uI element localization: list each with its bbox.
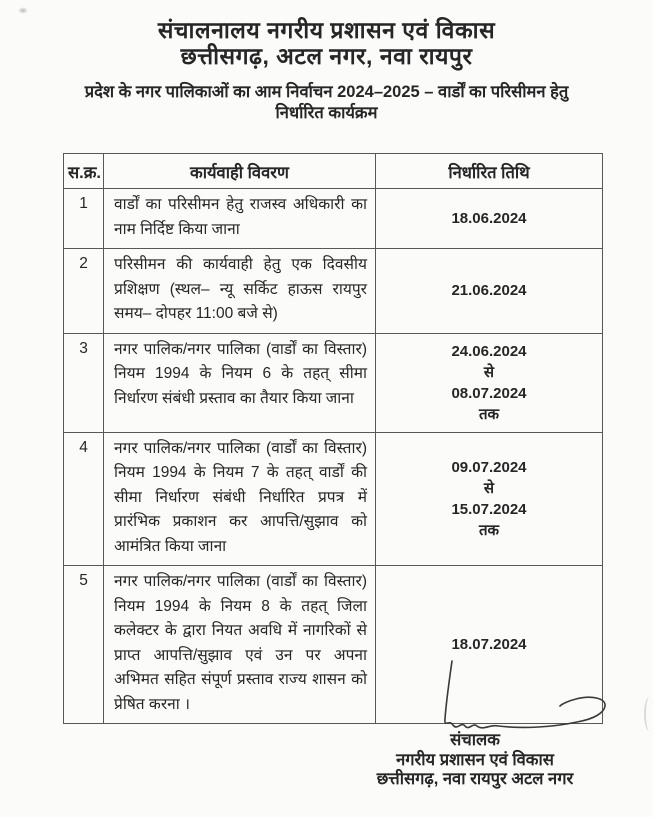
scan-artifact: [18, 7, 28, 14]
row-serial-number: 4: [64, 432, 104, 566]
org-title-line1: संचालनालय नगरीय प्रशासन एवं विकास: [157, 17, 496, 43]
row-serial-number: 1: [64, 189, 104, 249]
table-row: [64, 333, 603, 432]
subtitle-line1: प्रदेश के नगर पालिकाओं का आम निर्वाचन 2024–2025 – वार्डों का परिसीमन हेतु: [84, 83, 569, 101]
row-serial-number: 2: [64, 249, 104, 334]
org-title-line2: छत्तीसगढ़, अटल नगर, नवा रायपुर: [180, 43, 473, 69]
column-header-details: कार्यवाही विवरण: [104, 154, 376, 189]
table-row: [64, 249, 603, 334]
scan-artifact: [644, 697, 653, 731]
schedule-table-body: [64, 189, 603, 724]
document-subtitle: [0, 82, 653, 124]
table-row: [64, 432, 603, 566]
row-serial-number: 3: [64, 333, 104, 432]
row-action-details: नगर पालिक/नगर पालिका (वार्डों का विस्तार) नियम 1994 के नियम 7 के तहत् वार्डों की सीमा निर्धारण संबंधी निर्धारित प्रपत्र में प्रारंभिक प्रकाशन कर आपत्ति/सुझाव को आमंत्रित किया जाना: [104, 432, 376, 566]
table-row: [64, 566, 603, 724]
signatory-place: छत्तीसगढ़, नवा रायपुर अटल नगर: [376, 770, 574, 788]
row-scheduled-date: 24.06.2024 से 08.07.2024 तक: [376, 333, 603, 432]
row-scheduled-date: 09.07.2024 से 15.07.2024 तक: [376, 432, 603, 566]
row-serial-number: 5: [64, 566, 104, 724]
row-action-details: नगर पालिक/नगर पालिका (वार्डों का विस्तार) नियम 1994 के नियम 6 के तहत् सीमा निर्धारण संबंधी प्रस्ताव का तैयार किया जाना: [104, 333, 376, 432]
row-action-details: परिसीमन की कार्यवाही हेतु एक दिवसीय प्रशिक्षण (स्थल– न्यू सर्किट हाऊस रायपुर समय– दोपहर 11:00 बजे से): [104, 249, 376, 334]
signature-block: [330, 731, 620, 790]
row-scheduled-date: 18.07.2024: [376, 566, 603, 724]
document-header: [0, 0, 653, 124]
schedule-table-header: [64, 154, 603, 189]
signatory-title: संचालक: [450, 731, 500, 749]
column-header-date: निर्धारित तिथि: [376, 154, 603, 189]
schedule-table: [63, 153, 603, 724]
row-scheduled-date: 18.06.2024: [376, 189, 603, 249]
signatory-organization: नगरीय प्रशासन एवं विकास: [396, 750, 554, 769]
row-action-details: वार्डों का परिसीमन हेतु राजस्व अधिकारी का नाम निर्दिष्ट किया जाना: [104, 189, 376, 249]
table-row: [64, 189, 603, 249]
subtitle-line2: निर्धारित कार्यक्रम: [275, 104, 378, 122]
column-header-serial: स.क्र.: [64, 154, 104, 189]
row-scheduled-date: 21.06.2024: [376, 249, 603, 334]
row-action-details: नगर पालिक/नगर पालिका (वार्डों का विस्तार) नियम 1994 के नियम 8 के तहत् जिला कलेक्टर के द्वारा नियत अवधि में नागरिकों से प्राप्त आपत्ति/सुझाव एवं उन पर अपना अभिमत सहित संपूर्ण प्रस्ताव राज्य शासन को प्रेषित करना ।: [104, 566, 376, 724]
